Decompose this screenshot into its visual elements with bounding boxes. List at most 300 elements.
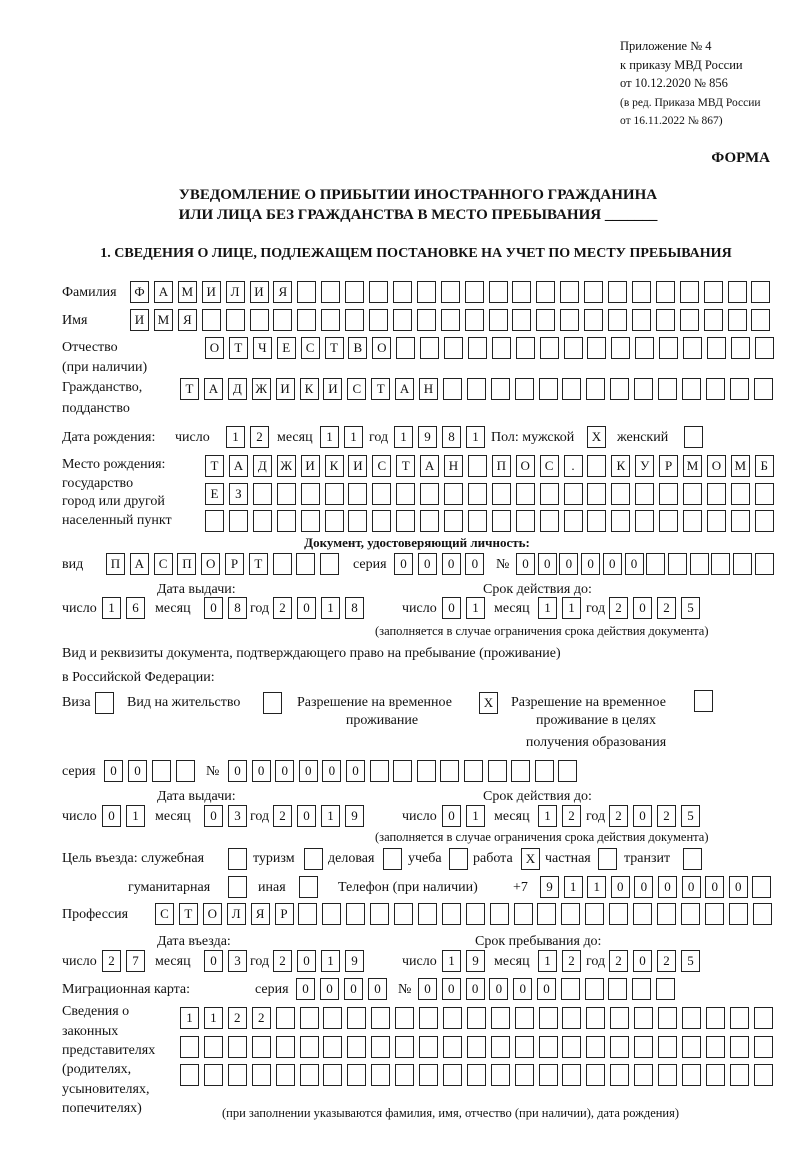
char-cell[interactable] (558, 760, 577, 782)
char-cell[interactable]: 0 (296, 978, 315, 1000)
char-cell[interactable]: У (635, 455, 654, 477)
char-cell[interactable] (441, 281, 460, 303)
char-cell[interactable]: 1 (321, 597, 340, 619)
char-cell[interactable] (610, 378, 629, 400)
char-cell[interactable]: В (348, 337, 367, 359)
char-cell[interactable]: 0 (658, 876, 677, 898)
char-cell[interactable]: 3 (228, 805, 247, 827)
char-cell[interactable]: С (301, 337, 320, 359)
checkbox-cell[interactable] (598, 848, 617, 870)
checkbox-cell[interactable] (304, 848, 323, 870)
char-cell[interactable]: 0 (625, 553, 644, 575)
char-cell[interactable] (204, 1036, 223, 1058)
char-cell[interactable]: Е (205, 483, 224, 505)
char-cell[interactable]: 0 (275, 760, 294, 782)
char-cell[interactable] (466, 903, 485, 925)
char-cell[interactable]: 0 (204, 597, 223, 619)
char-cell[interactable]: Т (180, 378, 199, 400)
char-cell[interactable] (728, 309, 747, 331)
char-cell[interactable] (730, 1036, 749, 1058)
char-cell[interactable]: 0 (252, 760, 271, 782)
char-cell[interactable] (419, 1036, 438, 1058)
char-cell[interactable] (539, 378, 558, 400)
char-cell[interactable] (587, 483, 606, 505)
checkbox-cell[interactable]: X (521, 848, 540, 870)
char-cell[interactable]: 6 (126, 597, 145, 619)
char-cell[interactable] (587, 337, 606, 359)
char-cell[interactable]: 0 (297, 805, 316, 827)
char-cell[interactable] (301, 483, 320, 505)
char-cell[interactable]: 1 (562, 597, 581, 619)
char-cell[interactable]: 9 (540, 876, 559, 898)
char-cell[interactable] (634, 1007, 653, 1029)
char-cell[interactable] (444, 483, 463, 505)
char-cell[interactable]: 0 (346, 760, 365, 782)
char-cell[interactable]: С (540, 455, 559, 477)
char-cell[interactable] (646, 553, 665, 575)
char-cell[interactable]: Я (251, 903, 270, 925)
char-cell[interactable] (561, 978, 580, 1000)
char-cell[interactable] (730, 1007, 749, 1029)
char-cell[interactable]: 0 (394, 553, 413, 575)
char-cell[interactable] (564, 337, 583, 359)
char-cell[interactable] (325, 510, 344, 532)
char-cell[interactable] (516, 483, 535, 505)
char-cell[interactable]: Н (444, 455, 463, 477)
char-cell[interactable] (537, 903, 556, 925)
char-cell[interactable] (755, 553, 774, 575)
char-cell[interactable] (417, 281, 436, 303)
char-cell[interactable] (491, 1007, 510, 1029)
char-cell[interactable] (371, 1007, 390, 1029)
char-cell[interactable]: О (203, 903, 222, 925)
char-cell[interactable] (706, 378, 725, 400)
char-cell[interactable]: Т (229, 337, 248, 359)
char-cell[interactable]: Е (277, 337, 296, 359)
char-cell[interactable] (539, 1036, 558, 1058)
char-cell[interactable] (587, 510, 606, 532)
char-cell[interactable]: 9 (466, 950, 485, 972)
char-cell[interactable] (731, 510, 750, 532)
char-cell[interactable]: Н (419, 378, 438, 400)
char-cell[interactable]: М (731, 455, 750, 477)
char-cell[interactable] (731, 483, 750, 505)
char-cell[interactable] (348, 510, 367, 532)
char-cell[interactable] (539, 1064, 558, 1086)
char-cell[interactable]: 0 (204, 950, 223, 972)
char-cell[interactable] (635, 483, 654, 505)
char-cell[interactable] (560, 309, 579, 331)
char-cell[interactable] (656, 309, 675, 331)
checkbox-cell[interactable] (228, 848, 247, 870)
char-cell[interactable] (370, 903, 389, 925)
char-cell[interactable] (706, 1064, 725, 1086)
char-cell[interactable] (682, 378, 701, 400)
char-cell[interactable] (586, 1064, 605, 1086)
char-cell[interactable]: О (516, 455, 535, 477)
char-cell[interactable] (658, 378, 677, 400)
char-cell[interactable]: 2 (252, 1007, 271, 1029)
char-cell[interactable] (296, 553, 315, 575)
char-cell[interactable] (491, 1036, 510, 1058)
char-cell[interactable]: 0 (297, 950, 316, 972)
char-cell[interactable]: 1 (226, 426, 245, 448)
checkbox-cell[interactable]: X (479, 692, 498, 714)
char-cell[interactable] (301, 510, 320, 532)
char-cell[interactable]: А (130, 553, 149, 575)
char-cell[interactable] (516, 337, 535, 359)
char-cell[interactable]: 1 (344, 426, 363, 448)
char-cell[interactable] (755, 510, 774, 532)
char-cell[interactable] (659, 337, 678, 359)
char-cell[interactable] (511, 760, 530, 782)
char-cell[interactable]: Ж (277, 455, 296, 477)
char-cell[interactable] (468, 337, 487, 359)
char-cell[interactable] (632, 281, 651, 303)
char-cell[interactable] (490, 903, 509, 925)
char-cell[interactable] (205, 510, 224, 532)
char-cell[interactable] (632, 978, 651, 1000)
char-cell[interactable] (611, 337, 630, 359)
checkbox-cell[interactable] (263, 692, 282, 714)
char-cell[interactable] (707, 510, 726, 532)
char-cell[interactable]: 9 (345, 805, 364, 827)
char-cell[interactable] (444, 337, 463, 359)
char-cell[interactable]: 0 (442, 978, 461, 1000)
char-cell[interactable] (730, 378, 749, 400)
char-cell[interactable] (465, 281, 484, 303)
char-cell[interactable] (489, 309, 508, 331)
char-cell[interactable] (711, 553, 730, 575)
char-cell[interactable] (346, 903, 365, 925)
char-cell[interactable]: Д (253, 455, 272, 477)
char-cell[interactable]: И (323, 378, 342, 400)
char-cell[interactable] (273, 309, 292, 331)
char-cell[interactable]: М (683, 455, 702, 477)
char-cell[interactable] (468, 483, 487, 505)
char-cell[interactable] (659, 510, 678, 532)
char-cell[interactable]: 0 (344, 978, 363, 1000)
char-cell[interactable]: Л (227, 903, 246, 925)
char-cell[interactable]: 2 (657, 950, 676, 972)
char-cell[interactable] (417, 309, 436, 331)
char-cell[interactable] (515, 1064, 534, 1086)
char-cell[interactable] (321, 309, 340, 331)
char-cell[interactable] (371, 1036, 390, 1058)
char-cell[interactable] (752, 876, 771, 898)
char-cell[interactable] (751, 309, 770, 331)
char-cell[interactable]: 0 (633, 805, 652, 827)
char-cell[interactable]: 0 (418, 553, 437, 575)
char-cell[interactable] (754, 1007, 773, 1029)
char-cell[interactable]: А (420, 455, 439, 477)
char-cell[interactable]: 2 (609, 597, 628, 619)
char-cell[interactable] (680, 281, 699, 303)
char-cell[interactable]: О (707, 455, 726, 477)
char-cell[interactable]: П (106, 553, 125, 575)
char-cell[interactable] (468, 510, 487, 532)
char-cell[interactable] (611, 483, 630, 505)
char-cell[interactable]: 0 (729, 876, 748, 898)
char-cell[interactable] (443, 1036, 462, 1058)
char-cell[interactable] (467, 1064, 486, 1086)
char-cell[interactable] (515, 1036, 534, 1058)
char-cell[interactable] (610, 1036, 629, 1058)
char-cell[interactable]: 0 (322, 760, 341, 782)
char-cell[interactable]: 5 (681, 805, 700, 827)
char-cell[interactable] (584, 309, 603, 331)
char-cell[interactable]: 5 (681, 597, 700, 619)
checkbox-cell[interactable] (383, 848, 402, 870)
char-cell[interactable] (656, 978, 675, 1000)
char-cell[interactable]: 9 (418, 426, 437, 448)
checkbox-cell[interactable] (449, 848, 468, 870)
char-cell[interactable] (514, 903, 533, 925)
char-cell[interactable] (491, 1064, 510, 1086)
char-cell[interactable] (202, 309, 221, 331)
char-cell[interactable]: 0 (228, 760, 247, 782)
char-cell[interactable]: 0 (516, 553, 535, 575)
char-cell[interactable] (396, 337, 415, 359)
char-cell[interactable]: 9 (345, 950, 364, 972)
char-cell[interactable] (729, 903, 748, 925)
char-cell[interactable] (682, 1064, 701, 1086)
char-cell[interactable] (707, 483, 726, 505)
char-cell[interactable] (489, 281, 508, 303)
char-cell[interactable] (540, 510, 559, 532)
char-cell[interactable] (442, 903, 461, 925)
char-cell[interactable]: 0 (466, 978, 485, 1000)
char-cell[interactable] (706, 1036, 725, 1058)
char-cell[interactable]: 0 (559, 553, 578, 575)
char-cell[interactable] (564, 483, 583, 505)
char-cell[interactable] (562, 1036, 581, 1058)
char-cell[interactable] (515, 1007, 534, 1029)
char-cell[interactable]: Ж (252, 378, 271, 400)
char-cell[interactable]: Ч (253, 337, 272, 359)
char-cell[interactable]: 2 (657, 805, 676, 827)
char-cell[interactable] (252, 1036, 271, 1058)
char-cell[interactable]: 1 (126, 805, 145, 827)
char-cell[interactable] (298, 903, 317, 925)
char-cell[interactable] (536, 309, 555, 331)
char-cell[interactable] (512, 309, 531, 331)
char-cell[interactable]: 2 (562, 950, 581, 972)
char-cell[interactable] (585, 903, 604, 925)
char-cell[interactable] (396, 510, 415, 532)
char-cell[interactable] (587, 455, 606, 477)
char-cell[interactable]: 2 (273, 950, 292, 972)
char-cell[interactable]: С (372, 455, 391, 477)
char-cell[interactable]: 1 (466, 805, 485, 827)
checkbox-cell[interactable] (228, 876, 247, 898)
char-cell[interactable] (277, 510, 296, 532)
char-cell[interactable]: 1 (321, 950, 340, 972)
char-cell[interactable] (441, 309, 460, 331)
char-cell[interactable] (369, 281, 388, 303)
char-cell[interactable] (515, 378, 534, 400)
char-cell[interactable]: 0 (633, 950, 652, 972)
char-cell[interactable] (682, 1036, 701, 1058)
char-cell[interactable] (464, 760, 483, 782)
char-cell[interactable] (683, 483, 702, 505)
char-cell[interactable] (347, 1036, 366, 1058)
char-cell[interactable]: С (154, 553, 173, 575)
char-cell[interactable] (586, 1036, 605, 1058)
char-cell[interactable]: Т (249, 553, 268, 575)
char-cell[interactable] (419, 1064, 438, 1086)
char-cell[interactable]: И (250, 281, 269, 303)
char-cell[interactable]: О (201, 553, 220, 575)
char-cell[interactable]: 1 (180, 1007, 199, 1029)
char-cell[interactable] (540, 483, 559, 505)
char-cell[interactable] (152, 760, 171, 782)
char-cell[interactable] (443, 1064, 462, 1086)
char-cell[interactable]: О (205, 337, 224, 359)
char-cell[interactable] (659, 483, 678, 505)
char-cell[interactable]: 0 (128, 760, 147, 782)
char-cell[interactable]: 0 (102, 805, 121, 827)
char-cell[interactable]: Т (396, 455, 415, 477)
char-cell[interactable]: 2 (228, 1007, 247, 1029)
char-cell[interactable]: Д (228, 378, 247, 400)
char-cell[interactable] (610, 1007, 629, 1029)
char-cell[interactable]: 8 (228, 597, 247, 619)
char-cell[interactable] (180, 1036, 199, 1058)
char-cell[interactable]: М (154, 309, 173, 331)
char-cell[interactable] (728, 281, 747, 303)
char-cell[interactable] (393, 309, 412, 331)
char-cell[interactable]: . (564, 455, 583, 477)
char-cell[interactable]: Р (275, 903, 294, 925)
char-cell[interactable]: 1 (320, 426, 339, 448)
char-cell[interactable]: Л (226, 281, 245, 303)
char-cell[interactable]: Р (659, 455, 678, 477)
char-cell[interactable]: А (204, 378, 223, 400)
char-cell[interactable] (584, 281, 603, 303)
char-cell[interactable] (253, 510, 272, 532)
char-cell[interactable]: О (372, 337, 391, 359)
char-cell[interactable]: 2 (250, 426, 269, 448)
char-cell[interactable] (465, 309, 484, 331)
char-cell[interactable]: 0 (489, 978, 508, 1000)
char-cell[interactable] (635, 337, 654, 359)
char-cell[interactable] (561, 903, 580, 925)
char-cell[interactable] (658, 1064, 677, 1086)
char-cell[interactable] (492, 510, 511, 532)
char-cell[interactable] (658, 1007, 677, 1029)
char-cell[interactable] (325, 483, 344, 505)
char-cell[interactable]: А (395, 378, 414, 400)
char-cell[interactable]: 1 (587, 876, 606, 898)
char-cell[interactable] (608, 309, 627, 331)
char-cell[interactable]: 2 (273, 597, 292, 619)
char-cell[interactable] (657, 903, 676, 925)
char-cell[interactable]: 0 (442, 553, 461, 575)
char-cell[interactable] (586, 1007, 605, 1029)
char-cell[interactable] (730, 1064, 749, 1086)
char-cell[interactable]: П (177, 553, 196, 575)
char-cell[interactable]: 0 (603, 553, 622, 575)
char-cell[interactable] (323, 1007, 342, 1029)
char-cell[interactable] (204, 1064, 223, 1086)
char-cell[interactable] (656, 281, 675, 303)
char-cell[interactable] (396, 483, 415, 505)
char-cell[interactable]: Т (325, 337, 344, 359)
char-cell[interactable] (300, 1036, 319, 1058)
char-cell[interactable] (562, 1007, 581, 1029)
char-cell[interactable] (395, 1036, 414, 1058)
char-cell[interactable]: 1 (204, 1007, 223, 1029)
char-cell[interactable]: 1 (102, 597, 121, 619)
char-cell[interactable] (516, 510, 535, 532)
char-cell[interactable] (610, 1064, 629, 1086)
char-cell[interactable] (440, 760, 459, 782)
char-cell[interactable] (668, 553, 687, 575)
char-cell[interactable] (297, 281, 316, 303)
char-cell[interactable] (347, 1007, 366, 1029)
char-cell[interactable]: 0 (320, 978, 339, 1000)
char-cell[interactable] (733, 553, 752, 575)
char-cell[interactable]: 1 (538, 805, 557, 827)
char-cell[interactable] (300, 1064, 319, 1086)
char-cell[interactable] (228, 1036, 247, 1058)
char-cell[interactable]: 2 (609, 950, 628, 972)
char-cell[interactable]: 0 (634, 876, 653, 898)
char-cell[interactable]: 1 (564, 876, 583, 898)
char-cell[interactable] (394, 903, 413, 925)
char-cell[interactable]: 1 (321, 805, 340, 827)
char-cell[interactable] (253, 483, 272, 505)
char-cell[interactable] (393, 281, 412, 303)
char-cell[interactable] (705, 903, 724, 925)
char-cell[interactable]: 0 (513, 978, 532, 1000)
char-cell[interactable] (228, 1064, 247, 1086)
char-cell[interactable]: Т (179, 903, 198, 925)
char-cell[interactable] (562, 378, 581, 400)
char-cell[interactable]: Я (273, 281, 292, 303)
char-cell[interactable] (347, 1064, 366, 1086)
char-cell[interactable]: К (611, 455, 630, 477)
checkbox-cell[interactable] (683, 848, 702, 870)
char-cell[interactable] (492, 483, 511, 505)
checkbox-cell[interactable] (684, 426, 703, 448)
char-cell[interactable] (393, 760, 412, 782)
char-cell[interactable] (751, 281, 770, 303)
char-cell[interactable] (226, 309, 245, 331)
char-cell[interactable] (512, 281, 531, 303)
char-cell[interactable] (706, 1007, 725, 1029)
char-cell[interactable] (707, 337, 726, 359)
char-cell[interactable]: 0 (465, 553, 484, 575)
char-cell[interactable]: 0 (633, 597, 652, 619)
char-cell[interactable] (634, 1064, 653, 1086)
char-cell[interactable] (753, 903, 772, 925)
char-cell[interactable]: 1 (538, 950, 557, 972)
char-cell[interactable]: 1 (442, 950, 461, 972)
char-cell[interactable] (539, 1007, 558, 1029)
char-cell[interactable]: 0 (538, 553, 557, 575)
char-cell[interactable] (276, 1064, 295, 1086)
char-cell[interactable]: 0 (705, 876, 724, 898)
char-cell[interactable]: С (347, 378, 366, 400)
char-cell[interactable] (276, 1007, 295, 1029)
char-cell[interactable] (320, 553, 339, 575)
char-cell[interactable]: 1 (466, 426, 485, 448)
char-cell[interactable]: И (301, 455, 320, 477)
char-cell[interactable] (754, 1064, 773, 1086)
char-cell[interactable] (443, 1007, 462, 1029)
